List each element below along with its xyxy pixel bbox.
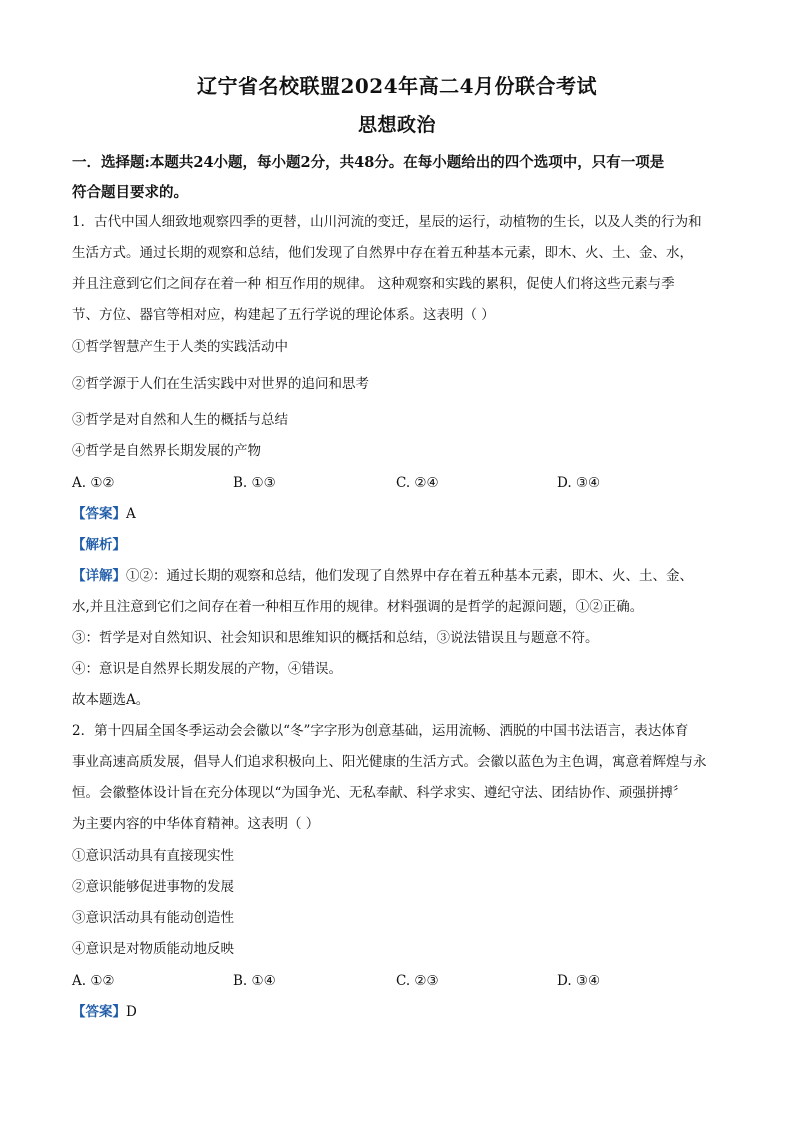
q2-option-d: D. ③④	[557, 973, 601, 989]
q1-stem-line: 生活方式。通过长期的观察和总结，他们发现了自然界中存在着五种基本元素，即木、火、土、金、水，	[72, 245, 693, 261]
q2-item-4: ④意识是对物质能动地反映	[72, 941, 234, 957]
q2-item-2: ②意识能够促进事物的发展	[72, 879, 234, 895]
section-heading-line-1: 一．选择题:本题共24小题，每小题2分，共48分。在每小题给出的四个选项中，只有一项是	[72, 154, 665, 171]
q2-answer	[72, 1002, 732, 1022]
q1-detail-line	[72, 566, 732, 586]
q1-option-b: B. ①③	[233, 475, 276, 491]
analysis-tag: 【解析】	[72, 537, 126, 553]
q1-option-a: A. ①②	[72, 475, 115, 491]
q2-option-c: C. ②③	[396, 973, 439, 989]
subject-title: 思想政治	[357, 114, 436, 136]
detail-tag: 【详解】	[72, 568, 126, 584]
q2-option-b: B. ①④	[233, 973, 276, 989]
section-heading	[72, 148, 732, 208]
answer-tag: 【答案】	[72, 1004, 126, 1020]
q2-stem-line: 2．第十四届全国冬季运动会会徽以“冬”字字形为创意基础，运用流畅、洒脱的中国书法语言，表达体育	[72, 723, 689, 739]
q1-analysis	[72, 535, 732, 555]
q1-detail-line: ④：意识是自然界长期发展的产物，④错误。	[72, 661, 342, 677]
q1-stem-line: 并且注意到它们之间存在着一种 相互作用的规律。 这种观察和实践的累积，促使人们将这些元素与季	[72, 276, 675, 292]
q2-item-3: ③意识活动具有能动创造性	[72, 910, 234, 926]
q1-item-4: ④哲学是自然界长期发展的产物	[72, 443, 261, 459]
q1-detail-line: ③：哲学是对自然知识、社会知识和思维知识的概括和总结，③说法错误且与题意不符。	[72, 630, 599, 646]
q1-option-c: C. ②④	[396, 475, 439, 491]
q1-conclusion: 故本题选A。	[72, 692, 150, 708]
q1-detail-line: 水,并且注意到它们之间存在着一种相互作用的规律。材料强调的是哲学的起源问题，①②正确。	[72, 599, 644, 615]
q1-item-3: ③哲学是对自然和人生的概括与总结	[72, 412, 288, 428]
q2-option-a: A. ①②	[72, 973, 115, 989]
detail-text: ①②：通过长期的观察和总结，他们发现了自然界中存在着五种基本元素，即木、火、土、金、	[126, 568, 693, 584]
q1-answer	[72, 504, 732, 524]
q2-stem-line: 为主要内容的中华体育精神。这表明（ ）	[72, 816, 320, 832]
section-heading-line-2: 符合题目要求的。	[72, 184, 188, 201]
answer-value: A	[126, 506, 136, 522]
q1-item-1: ①哲学智慧产生于人类的实践活动中	[72, 339, 288, 355]
exam-title: 辽宁省名校联盟2024年高二4月份联合考试	[196, 74, 598, 98]
answer-tag: 【答案】	[72, 506, 126, 522]
q2-item-1: ①意识活动具有直接现实性	[72, 848, 234, 864]
q2-stem-line: 事业高速高质发展，倡导人们追求积极向上、阳光健康的生活方式。会徽以蓝色为主色调，寓意着辉煌与永	[72, 754, 707, 770]
q1-item-2: ②哲学源于人们在生活实践中对世界的追问和思考	[72, 376, 369, 392]
answer-value: D	[126, 1004, 137, 1020]
q2-stem-line: 恒。会徽整体设计旨在充分体现以“为国争光、无私奉献、科学求实、遵纪守法、团结协作、顽强拼搏〞	[72, 785, 687, 801]
q1-stem-line: 1．古代中国人细致地观察四季的更替，山川河流的变迁，星辰的运行，动植物的生长，以及人类的行为和	[72, 214, 702, 230]
q1-option-d: D. ③④	[557, 475, 601, 491]
q1-stem-line: 节、方位、器官等相对应，构建起了五行学说的理论体系。这表明（ ）	[72, 307, 495, 323]
